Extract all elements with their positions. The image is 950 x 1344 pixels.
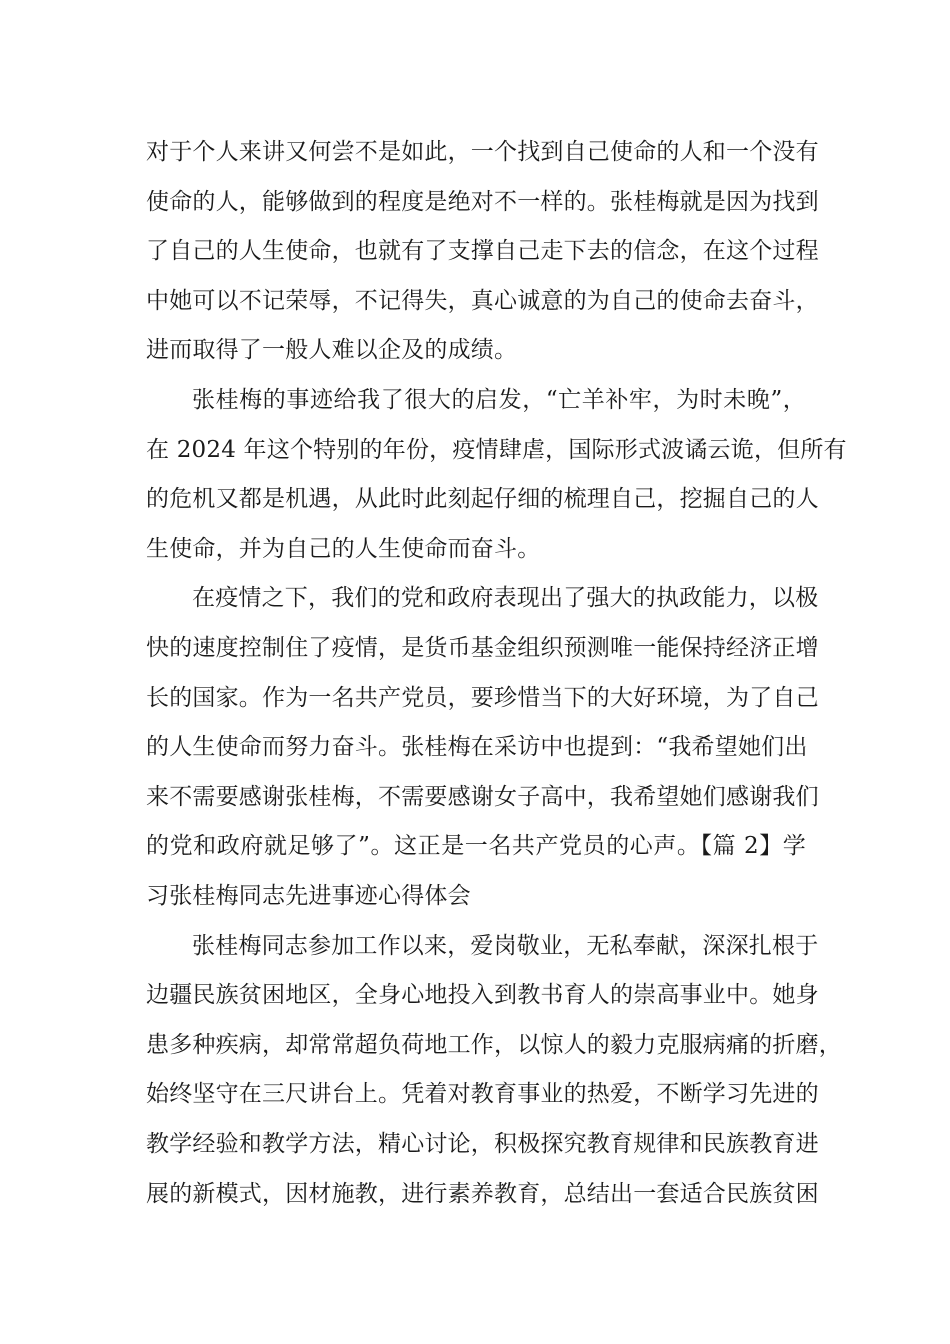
text-line: 的党和政府就足够了”。这正是一名共产党员的心声。【篇 2】学 [146,833,806,860]
text-line: 在疫情之下，我们的党和政府表现出了强大的执政能力，以极 [192,585,819,612]
text-line: 习张桂梅同志先进事迹心得体会 [146,883,471,909]
text-line: 快的速度控制住了疫情，是货币基金组织预测唯一能保持经济正增 [146,635,819,661]
text-line: 长的国家。作为一名共产党员，要珍惜当下的大好环境，为了自己 [146,684,819,711]
text-line: 生使命，并为自己的人生使命而奋斗。 [146,535,541,562]
text-line: 中她可以不记荣辱，不记得失，真心诚意的为自己的使命去奋斗， [146,287,819,314]
text-line: 的人生使命而努力奋斗。张桂梅在采访中也提到：“我希望她们出 [146,734,808,761]
text-line: 张桂梅同志参加工作以来，爱岗敬业，无私奉献，深深扎根于 [192,932,819,959]
text-line: 了自己的人生使命，也就有了支撑自己走下去的信念，在这个过程 [146,238,819,265]
text-line: 张桂梅的事迹给我了很大的启发，“亡羊补牢，为时未晚”， [192,387,806,413]
text-line: 进而取得了一般人难以企及的成绩。 [146,337,518,364]
text-line: 教学经验和教学方法，精心讨论，积极探究教育规律和民族教育进 [146,1131,819,1157]
text-line: 边疆民族贫困地区，全身心地投入到教书育人的崇高事业中。她身 [146,982,819,1009]
text-line: 使命的人，能够做到的程度是绝对不一样的。张桂梅就是因为找到 [146,188,819,215]
text-line: 对于个人来讲又何尝不是如此，一个找到自己使命的人和一个没有 [146,139,819,165]
text-line: 来不需要感谢张桂梅，不需要感谢女子高中，我希望她们感谢我们 [146,783,819,810]
text-line: 的危机又都是机遇，从此时此刻起仔细的梳理自己，挖掘自己的人 [146,486,819,513]
text-line: 在 2024 年这个特别的年份，疫情肆虐，国际形式波谲云诡，但所有 [146,436,847,463]
text-line: 展的新模式，因材施教，进行素养教育，总结出一套适合民族贫困 [146,1180,819,1207]
text-line: 患多种疾病，却常常超负荷地工作，以惊人的毅力克服病痛的折磨， [146,1031,842,1058]
text-line: 始终坚守在三尺讲台上。凭着对教育事业的热爱，不断学习先进的 [146,1081,819,1108]
